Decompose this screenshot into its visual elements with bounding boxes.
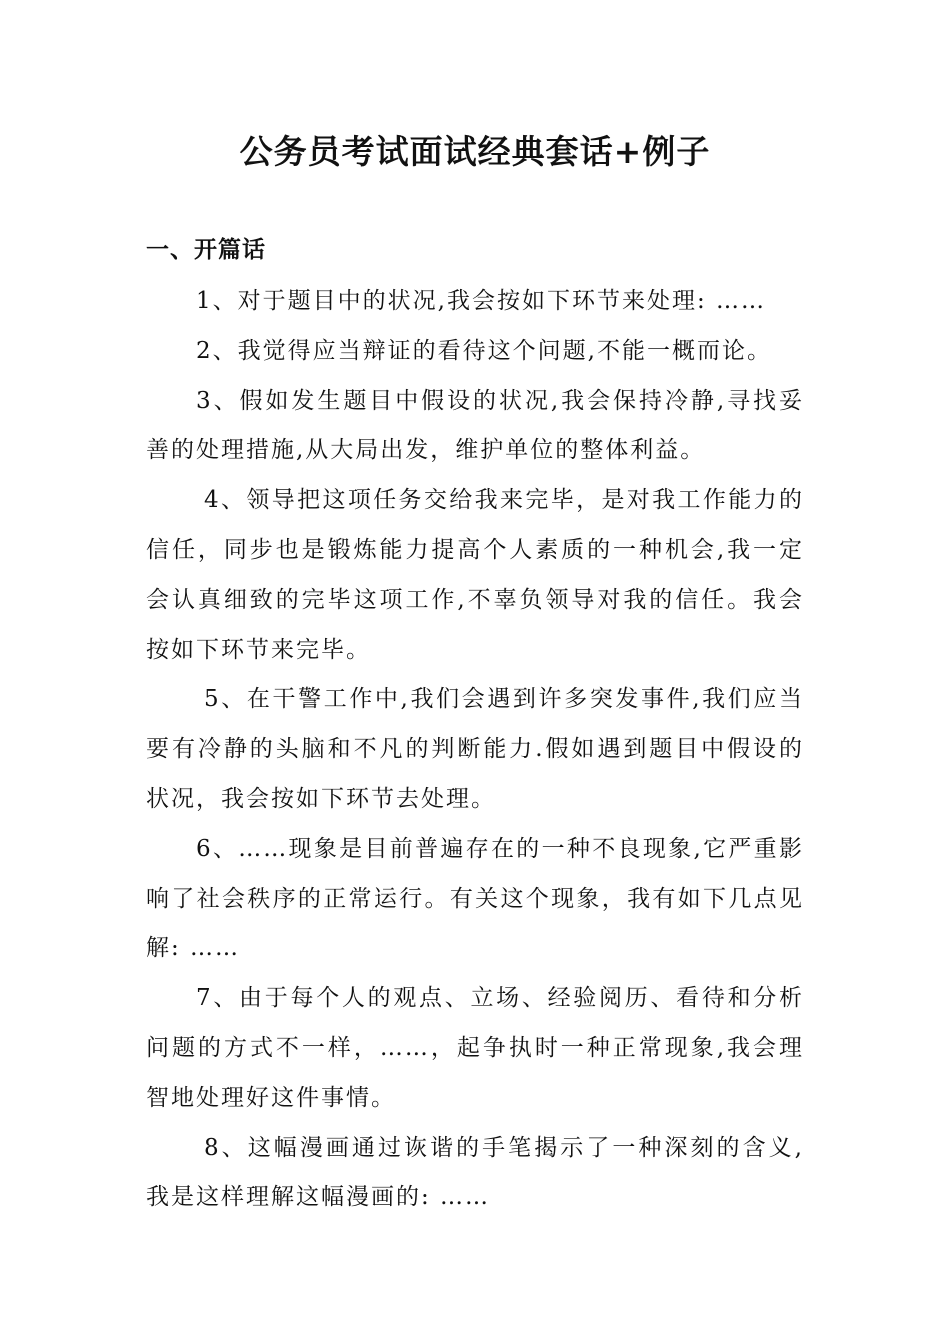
paragraph-4: 4、领导把这项任务交给我来完毕，是对我工作能力的信任，同步也是锻炼能力提高个人素质的一种机会,我一定会认真细致的完毕这项工作,不辜负领导对我的信任。我会按如下环节来完毕。 <box>146 487 804 663</box>
section-body <box>146 277 804 1223</box>
paragraph-2: 2、我觉得应当辩证的看待这个问题,不能一概而论。 <box>196 337 772 364</box>
section-heading: 一、开篇话 <box>146 236 266 263</box>
page-title: 公务员考试面试经典套话+例子 <box>239 132 711 171</box>
paragraph-3: 3、假如发生题目中假设的状况,我会保持冷静,寻找妥善的处理措施,从大局出发，维护单位的整体利益。 <box>146 387 804 464</box>
paragraph-8: 8、这幅漫画通过诙谐的手笔揭示了一种深刻的含义,我是这样理解这幅漫画的: …… <box>146 1134 804 1211</box>
paragraph-1: 1、对于题目中的状况,我会按如下环节来处理: …… <box>196 288 767 314</box>
paragraph-6: 6、……现象是目前普遍存在的一种不良现象,它严重影响了社会秩序的正常运行。有关这个现象，我有如下几点见解: …… <box>146 835 804 962</box>
paragraph-5: 5、在干警工作中,我们会遇到许多突发事件,我们应当要有冷静的头脑和不凡的判断能力.假如遇到题目中假设的状况，我会按如下环节去处理。 <box>146 686 804 812</box>
paragraph-7: 7、由于每个人的观点、立场、经验阅历、看待和分析问题的方式不一样，……，起争执时一种正常现象,我会理智地处理好这件事情。 <box>146 985 804 1111</box>
